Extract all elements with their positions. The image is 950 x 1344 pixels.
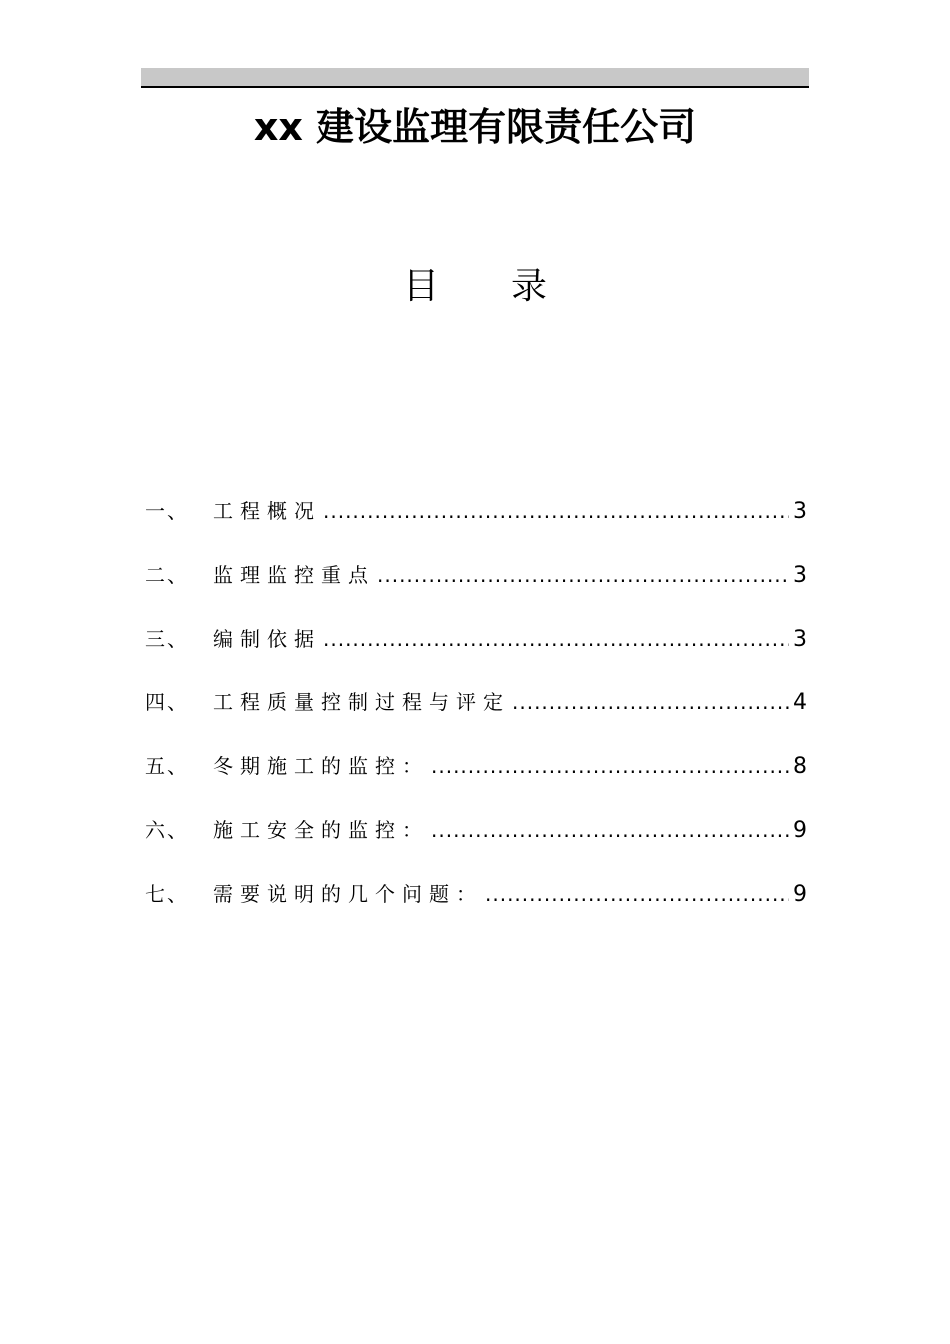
company-title: xx 建设监理有限责任公司 bbox=[253, 105, 697, 149]
toc-entry-page: 8 bbox=[793, 754, 807, 780]
toc-entry-title: 施工安全的监控： bbox=[213, 817, 429, 842]
header-rule bbox=[141, 68, 809, 88]
toc-heading-right: 录 bbox=[511, 266, 548, 307]
toc-entry-number: 二、 bbox=[145, 562, 189, 587]
toc-entry[interactable] bbox=[145, 750, 807, 814]
toc-entry-number: 三、 bbox=[145, 626, 189, 651]
toc-dot-leader bbox=[485, 882, 789, 906]
table-of-contents bbox=[145, 495, 807, 942]
toc-dot-leader bbox=[323, 499, 789, 523]
toc-entry-title: 监理监控重点 bbox=[213, 562, 375, 587]
toc-entry[interactable] bbox=[145, 878, 807, 942]
toc-heading bbox=[0, 262, 950, 312]
toc-dot-leader bbox=[323, 627, 789, 651]
toc-entry-page: 9 bbox=[793, 881, 807, 907]
toc-entry-title: 需要说明的几个问题： bbox=[213, 881, 483, 906]
toc-entry[interactable] bbox=[145, 686, 807, 750]
toc-entry[interactable] bbox=[145, 623, 807, 687]
toc-entry-page: 3 bbox=[793, 626, 807, 652]
toc-entry-title: 工程质量控制过程与评定 bbox=[213, 690, 510, 715]
toc-dot-leader bbox=[377, 563, 789, 587]
toc-entry-page: 3 bbox=[793, 562, 807, 588]
toc-entry[interactable] bbox=[145, 495, 807, 559]
toc-entry-title: 冬期施工的监控： bbox=[213, 754, 429, 779]
toc-entry-number: 四、 bbox=[145, 690, 189, 715]
toc-entry-number: 七、 bbox=[145, 881, 189, 906]
toc-entry-number: 一、 bbox=[145, 499, 189, 523]
toc-dot-leader bbox=[431, 754, 789, 778]
toc-entry[interactable] bbox=[145, 814, 807, 878]
toc-entry-page: 9 bbox=[793, 817, 807, 843]
toc-entry-number: 五、 bbox=[145, 754, 189, 779]
toc-entry-page: 3 bbox=[793, 499, 807, 524]
toc-entry[interactable] bbox=[145, 559, 807, 623]
toc-entry-title: 工程概况 bbox=[213, 499, 321, 523]
toc-entry-page: 4 bbox=[793, 690, 807, 716]
toc-entry-number: 六、 bbox=[145, 817, 189, 842]
toc-heading-left: 目 bbox=[402, 266, 439, 307]
toc-dot-leader bbox=[431, 818, 789, 842]
toc-dot-leader bbox=[512, 690, 789, 714]
toc-entry-title: 编制依据 bbox=[213, 626, 321, 651]
